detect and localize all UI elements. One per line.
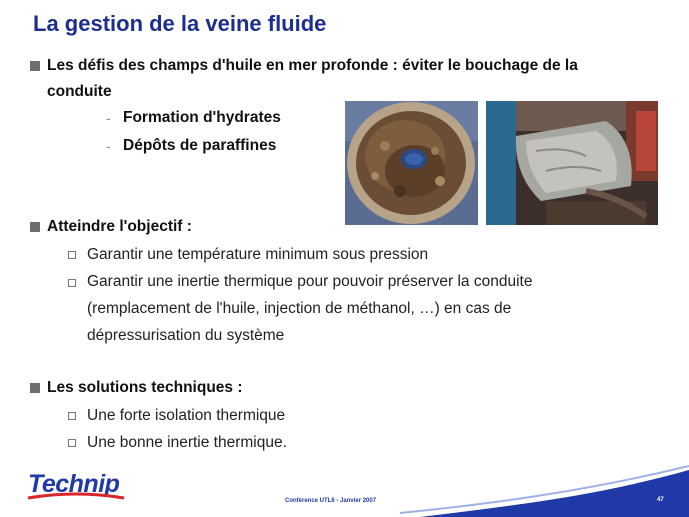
checkbox-bullet-icon <box>68 412 76 420</box>
dash-marker: - <box>106 138 111 154</box>
page-number: 47 <box>657 497 664 503</box>
bullet-square <box>30 222 40 232</box>
conference-footer: Conférence UTL6 - Janvier 2007 <box>285 498 377 504</box>
section2-item-2-line1: Garantir une inertie thermique pour pouvoir préserver la conduite <box>87 273 533 290</box>
dash-marker: - <box>106 110 111 126</box>
section3-item-2: Une bonne inertie thermique. <box>87 434 287 451</box>
section1-item-2: Dépôts de paraffines <box>123 137 277 154</box>
checkbox-bullet-icon <box>68 279 76 287</box>
section1-item-1: Formation d'hydrates <box>123 109 281 126</box>
pipe-cross-section-photo <box>345 101 478 225</box>
logo-swoosh-icon <box>26 492 126 502</box>
slide-title: La gestion de la veine fluide <box>33 11 327 36</box>
section2-heading: Atteindre l'objectif : <box>47 218 192 235</box>
section2-item-2-line3: dépressurisation du système <box>87 327 285 344</box>
bullet-square <box>30 383 40 393</box>
technip-logo: Technip <box>28 470 120 498</box>
section2-item-2-line2: (remplacement de l'huile, injection de méthanol, …) en cas de <box>87 300 512 317</box>
checkbox-bullet-icon <box>68 439 76 447</box>
bullet-square <box>30 61 40 71</box>
checkbox-bullet-icon <box>68 251 76 259</box>
section2-item-1: Garantir une température minimum sous pression <box>87 246 429 263</box>
section1-line1: Les défis des champs d'huile en mer profonde : éviter le bouchage de la <box>47 57 578 74</box>
blocked-pipe-photo <box>486 101 658 225</box>
section3-heading: Les solutions techniques : <box>47 379 243 396</box>
section3-item-1: Une forte isolation thermique <box>87 407 286 424</box>
section1-line2: conduite <box>47 83 112 100</box>
